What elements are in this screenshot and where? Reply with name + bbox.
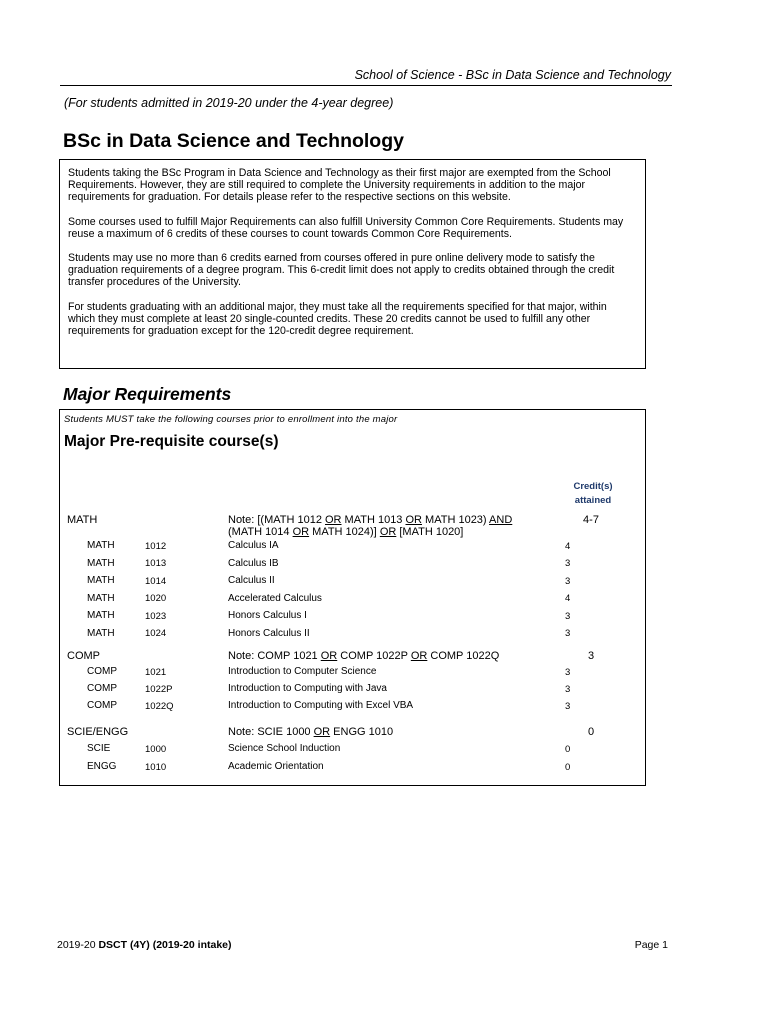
- footer-page-number: Page 1: [634, 939, 668, 951]
- course-credits: 4: [565, 593, 571, 604]
- group-name: MATH: [67, 514, 98, 526]
- course-subject: SCIE: [87, 743, 111, 754]
- course-title: Calculus IB: [228, 557, 279, 569]
- page-title: BSc in Data Science and Technology: [63, 130, 404, 152]
- course-code: 1012: [145, 540, 167, 552]
- course-code: 1000: [145, 743, 167, 755]
- course-code: 1021: [145, 666, 167, 678]
- prerequisite-title: Major Pre-requisite course(s): [64, 433, 279, 450]
- footer-program-label: [57, 939, 232, 951]
- course-code: 1022Q: [145, 700, 174, 712]
- course-credits: 0: [565, 743, 571, 755]
- course-code: 1013: [145, 558, 167, 569]
- course-credits: 4: [565, 540, 571, 552]
- note-text: COMP 1022Q: [427, 650, 500, 662]
- course-credits: 3: [565, 628, 571, 639]
- note-text: Note: SCIE 1000: [228, 726, 314, 738]
- note-operator: OR: [379, 526, 397, 538]
- intro-paragraph: Some courses used to fulfill Major Requirements can also fulfill University Common Core Requirements. Students may reuse a maximum of 6 credits of these courses to count towards Common Core Requirements.: [68, 216, 624, 241]
- group-name: COMP: [67, 650, 100, 662]
- course-credits: 3: [565, 666, 571, 678]
- course-subject: ENGG: [87, 761, 117, 772]
- course-credits: 3: [565, 683, 571, 695]
- note-operator: AND: [489, 514, 513, 526]
- course-title: Honors Calculus II: [228, 627, 310, 639]
- note-operator: OR: [325, 514, 342, 526]
- course-title: Introduction to Computing with Excel VBA: [228, 700, 414, 711]
- note-text: Note: [(MATH 1012: [228, 514, 325, 526]
- course-subject: MATH: [87, 592, 115, 604]
- course-title: Accelerated Calculus: [228, 592, 322, 604]
- note-operator: OR: [405, 514, 422, 526]
- group-credits: 3: [587, 650, 595, 662]
- credits-header-line: Credit(s): [573, 481, 613, 492]
- course-subject: MATH: [87, 627, 115, 639]
- note-text: MATH 1013: [341, 514, 406, 526]
- group-note-line: [228, 726, 393, 738]
- group-note-line: [228, 650, 499, 662]
- note-text: (MATH 1014: [228, 526, 293, 538]
- course-credits: 3: [565, 558, 571, 569]
- running-header: School of Science - BSc in Data Science and Technology: [354, 68, 671, 82]
- course-title: Introduction to Computing with Java: [228, 683, 387, 694]
- intro-paragraph: For students graduating with an additional major, they must take all the requirements specified for that major, within which they must complete at least 20 single-counted credits. These 20 credits cannot be used to fulfill any other requirements for graduation except for the 120-credit degree requirement.: [68, 301, 607, 338]
- course-credits: 0: [565, 761, 571, 773]
- credits-header-line: attained: [574, 495, 612, 506]
- course-code: 1014: [145, 575, 167, 587]
- course-title: Honors Calculus I: [228, 610, 307, 621]
- intro-paragraph: Students taking the BSc Program in Data Science and Technology as their first major are exempted from the School Requirements. However, they are still required to complete the University requirements in addition to the major requirements for graduation. For details please refer to the respective sections on this website.: [68, 167, 611, 204]
- course-subject: COMP: [87, 683, 117, 694]
- credits-column-header: [558, 480, 628, 508]
- header-divider: [60, 85, 672, 86]
- group-credits: 0: [587, 726, 595, 738]
- course-subject: MATH: [87, 575, 115, 586]
- course-subject: MATH: [87, 557, 115, 569]
- course-title: Calculus II: [228, 575, 275, 586]
- course-code: 1022P: [145, 683, 173, 695]
- note-operator: OR: [292, 526, 310, 538]
- note-text: ENGG 1010: [330, 726, 394, 738]
- note-text: [MATH 1020]: [396, 526, 464, 538]
- course-code: 1023: [145, 610, 167, 622]
- intro-paragraph: Students may use no more than 6 credits earned from courses offered in pure online delivery mode to satisfy the graduation requirements of a degree program. This 6-credit limit does not apply to credits obtained through the credit transfer procedures of the University.: [68, 252, 615, 289]
- note-text: Note: COMP 1021: [228, 650, 321, 662]
- course-credits: 3: [565, 700, 571, 712]
- note-operator: OR: [320, 650, 338, 662]
- note-text: COMP 1022P: [337, 650, 411, 662]
- enrollment-instruction: Students MUST take the following courses prior to enrollment into the major: [64, 414, 398, 425]
- course-credits: 3: [565, 575, 571, 587]
- note-text: MATH 1023): [422, 514, 490, 526]
- course-title: Academic Orientation: [228, 761, 324, 772]
- group-name: SCIE/ENGG: [67, 726, 129, 738]
- footer-year: 2019-20: [57, 939, 99, 951]
- course-credits: 3: [565, 610, 571, 622]
- note-operator: OR: [410, 650, 428, 662]
- course-title: Introduction to Computer Science: [228, 666, 377, 677]
- course-subject: MATH: [87, 540, 115, 551]
- course-code: 1010: [145, 761, 167, 773]
- group-note-line: [228, 526, 463, 538]
- course-code: 1024: [145, 628, 167, 639]
- group-credits: 4-7: [583, 514, 599, 526]
- course-title: Science School Induction: [228, 743, 341, 754]
- course-title: Calculus IA: [228, 540, 279, 551]
- major-requirements-box: [59, 409, 646, 786]
- note-operator: OR: [313, 726, 331, 738]
- admission-note: (For students admitted in 2019-20 under the 4-year degree): [64, 96, 394, 110]
- course-subject: MATH: [87, 610, 115, 621]
- major-requirements-heading: Major Requirements: [63, 384, 232, 404]
- course-subject: COMP: [87, 666, 117, 677]
- course-code: 1020: [145, 593, 167, 604]
- group-note-line: [228, 514, 512, 526]
- note-text: MATH 1024)]: [309, 526, 380, 538]
- footer-program: DSCT (4Y) (2019-20 intake): [98, 939, 232, 951]
- intro-box: [59, 159, 646, 369]
- course-subject: COMP: [87, 700, 117, 711]
